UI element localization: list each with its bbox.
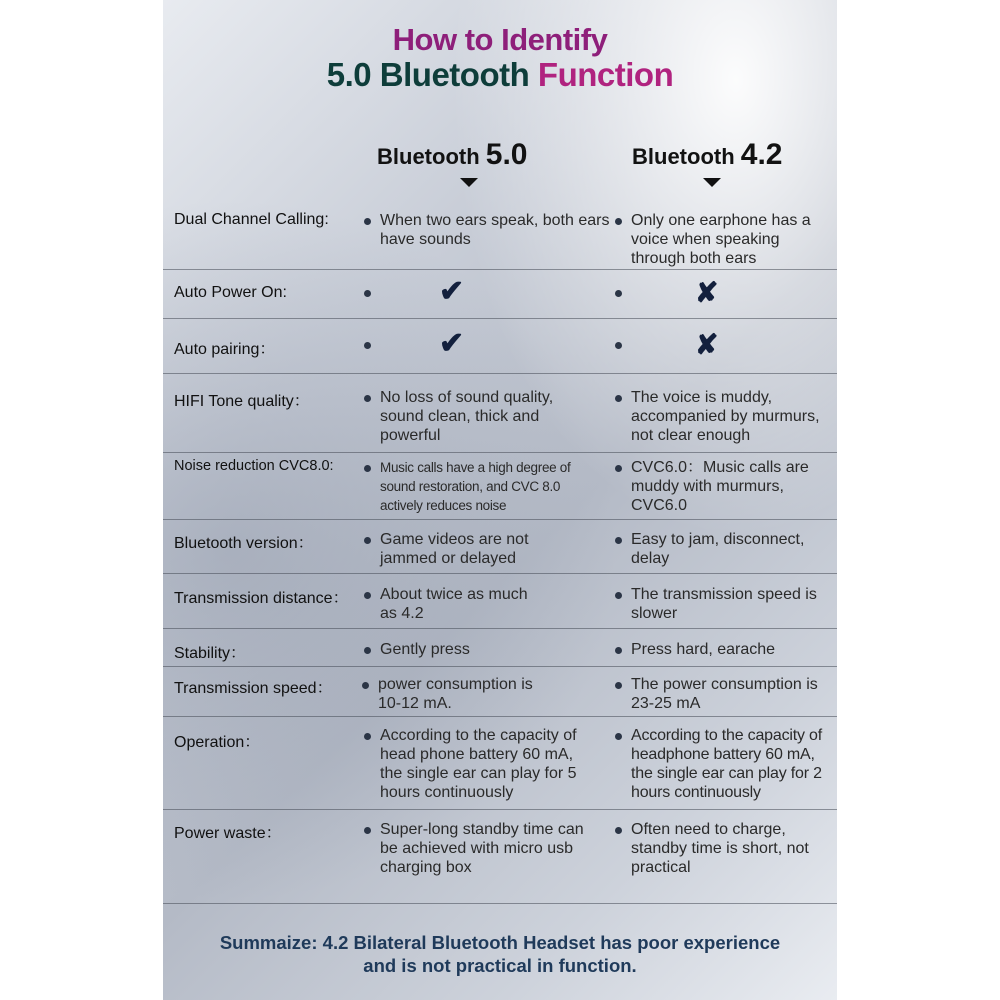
bt42-cell: The voice is muddy, accompanied by murmurs, not clear enough	[631, 389, 820, 444]
summary	[163, 931, 837, 977]
bullet-icon	[364, 827, 371, 834]
row-label: Dual Channel Calling:	[174, 211, 329, 228]
cross-icon: ✘	[695, 277, 719, 308]
row-label: Stability：	[174, 645, 247, 662]
check-icon: ✔	[439, 275, 465, 308]
bt42-cell: Easy to jam, disconnect, delay	[631, 531, 805, 567]
row-label: Auto pairing：	[174, 341, 276, 358]
row-divider	[163, 318, 837, 319]
row-label: Operation：	[174, 734, 261, 751]
bullet-icon	[364, 592, 371, 599]
column-header-bt50	[377, 138, 527, 172]
column-header-bt42-prefix: Bluetooth	[632, 144, 741, 169]
row-divider	[163, 373, 837, 374]
bullet-icon	[364, 537, 371, 544]
column-header-bt42	[632, 138, 782, 172]
bt42-cell: CVC6.0：Music calls are muddy with murmurs, CVC6.0	[631, 459, 809, 514]
bullet-icon	[615, 290, 622, 297]
bt50-cell: About twice as much as 4.2	[380, 586, 528, 622]
row-label: Auto Power On:	[174, 284, 287, 301]
bullet-icon	[615, 682, 622, 689]
row-label: Transmission speed：	[174, 680, 333, 697]
row-divider	[163, 809, 837, 810]
title-line-2	[163, 56, 837, 94]
bt42-cell: Press hard, earache	[631, 641, 776, 658]
bt50-cell: When two ears speak, both ears have sounds	[380, 212, 610, 248]
row-divider	[163, 452, 837, 453]
bullet-icon	[615, 218, 622, 225]
bullet-icon	[364, 218, 371, 225]
infographic-panel	[163, 0, 837, 1000]
row-divider	[163, 519, 837, 520]
row-divider	[163, 903, 837, 904]
bullet-icon	[364, 342, 371, 349]
title-line-2-b: Function	[529, 56, 674, 93]
column-header-bt50-prefix: Bluetooth	[377, 144, 486, 169]
row-label: Bluetooth version：	[174, 535, 314, 552]
bt42-cell: Only one earphone has a voice when speaking through both ears	[631, 212, 811, 267]
column-header-bt42-version: 4.2	[740, 138, 783, 171]
bullet-icon	[615, 733, 622, 740]
row-divider	[163, 716, 837, 717]
bt50-cell: Gently press	[380, 641, 470, 658]
bullet-icon	[615, 537, 622, 544]
bt50-cell: No loss of sound quality, sound clean, thick and powerful	[380, 389, 554, 444]
arrow-down-icon	[460, 178, 478, 187]
row-divider	[163, 628, 837, 629]
bullet-icon	[364, 395, 371, 402]
bt42-cell: The power consumption is 23-25 mA	[631, 676, 818, 712]
bt50-cell: power consumption is 10-12 mA.	[378, 676, 533, 712]
title-line-2-a: 5.0 Bluetooth	[326, 56, 530, 93]
summary-line-2: and is not practical in function.	[363, 955, 637, 976]
bullet-icon	[615, 647, 622, 654]
row-divider	[163, 573, 837, 574]
bt42-cell: Often need to charge, standby time is short, not practical	[631, 821, 809, 876]
row-label: Power waste：	[174, 825, 282, 842]
bullet-icon	[364, 647, 371, 654]
row-label: Noise reduction CVC8.0:	[174, 458, 334, 474]
bullet-icon	[364, 290, 371, 297]
row-label: Transmission distance：	[174, 590, 349, 607]
summary-line-1: Summaize: 4.2 Bilateral Bluetooth Headset has poor experience	[219, 932, 781, 953]
bt42-cell: The transmission speed is slower	[631, 586, 817, 622]
bullet-icon	[615, 592, 622, 599]
bullet-icon	[364, 733, 371, 740]
bullet-icon	[615, 342, 622, 349]
bt50-cell: Music calls have a high degree of sound restoration, and CVC 8.0 actively reduces noise	[380, 460, 571, 513]
bt50-cell: Game videos are not jammed or delayed	[380, 531, 529, 567]
row-divider	[163, 269, 837, 270]
cross-icon: ✘	[695, 329, 719, 360]
title-line-1: How to Identify	[392, 22, 608, 57]
bt42-cell: According to the capacity of headphone battery 60 mA, the single ear can play for 2 hours continuously	[631, 727, 822, 801]
column-header-bt50-version: 5.0	[485, 138, 528, 171]
check-icon: ✔	[439, 327, 465, 360]
bt50-cell: According to the capacity of head phone battery 60 mA, the single ear can play for 5 hours continuously	[380, 727, 577, 801]
bullet-icon	[615, 827, 622, 834]
row-label: HIFI Tone quality：	[174, 393, 310, 410]
row-divider	[163, 666, 837, 667]
bullet-icon	[364, 465, 371, 472]
bullet-icon	[615, 395, 622, 402]
arrow-down-icon	[703, 178, 721, 187]
bullet-icon	[362, 682, 369, 689]
bullet-icon	[615, 465, 622, 472]
bt50-cell: Super-long standby time can be achieved with micro usb charging box	[380, 821, 584, 876]
